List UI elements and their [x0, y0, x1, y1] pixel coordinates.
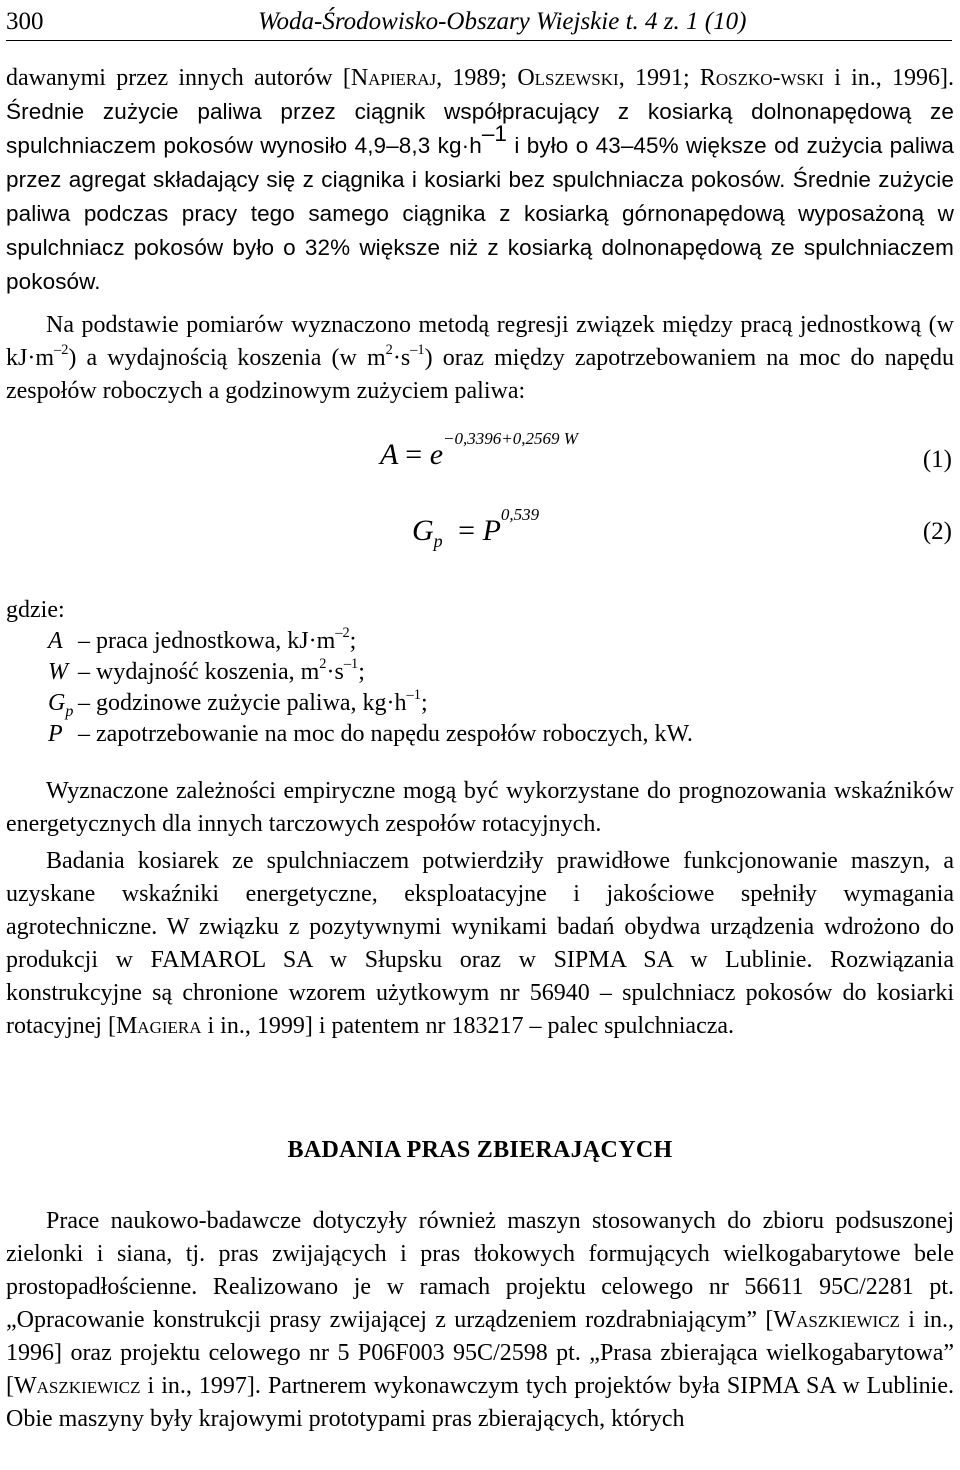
text: i in., 1996] oraz projektu celowego nr 5 P06F003 95C/2598 pt. „Prasa zbierająca wielkogabarytowa” [	[6, 1307, 954, 1399]
superscript: –1	[410, 341, 425, 358]
citation-author: Olszewski	[517, 65, 619, 91]
eq-sign: =	[405, 438, 423, 471]
text: dawanymi przez innych autorów [	[6, 65, 351, 91]
superscript: –2	[335, 624, 350, 641]
paragraph-mower-results	[6, 845, 954, 1043]
eq-sign: =	[458, 514, 476, 547]
definition-text	[48, 657, 946, 688]
symbol-subscript: p	[65, 702, 74, 720]
text: i było o 43–45% większe od zużycia paliwa przez agregat składający się z ciągnika i kosiarki bez spulchniacza pokosów. Średnie zużycie paliwa podczas pracy tego samego ciągnika z kosiarką górnonapędową wyposażoną w spulchniacz pokosów było o 32% większe niż z kosiarką dolnonapędową ze spulchniaczem pokosów.	[6, 133, 954, 294]
superscript: 2	[319, 655, 327, 672]
citation-author: Magiera	[115, 1013, 202, 1039]
citation-author: Roszko-wski	[699, 65, 824, 91]
symbol: A	[48, 628, 63, 654]
text: – godzinowe zużycie paliwa, kg·h	[78, 690, 407, 716]
superscript: 2	[385, 341, 393, 358]
definition-item	[6, 657, 946, 688]
citation-author: Napieraj	[350, 65, 437, 91]
citation-author: Waszkiewicz	[773, 1307, 900, 1333]
text: Średnie zużycie paliwa przez ciągnik współpracujący z kosiarką dolnonapędową ze spulchniaczem pokosów wynosiło 4,9–8,3 kg·h	[6, 99, 954, 158]
text: i in., 1997]. Partnerem wykonawczym tych projektów była SIPMA SA w Lublinie. Obie maszyny były krajowymi prototypami pras zbierających, których	[6, 1373, 954, 1432]
text: , 1989;	[436, 65, 518, 91]
superscript: –1	[343, 655, 359, 672]
running-header	[6, 4, 950, 40]
eq-subscript: p	[433, 531, 443, 551]
text: , 1991;	[618, 65, 700, 91]
text: ) oraz między zapotrzebowaniem na moc do napędu zespołów roboczych a godzinowym zużyciem paliwa:	[6, 345, 954, 404]
superscript: –2	[54, 341, 69, 358]
eq-lhs: G	[412, 514, 434, 547]
header-rule	[6, 40, 952, 41]
equation-2-number: (2)	[922, 518, 952, 545]
text: ·s	[326, 659, 344, 685]
symbol: P	[48, 721, 63, 747]
definition-text	[48, 719, 946, 750]
text: Na podstawie pomiarów wyznaczono metodą regresji związek między pracą jednostkową (w kJ·m	[6, 312, 954, 371]
paragraph-fuel-consumption	[6, 62, 954, 299]
text: Badania kosiarek ze spulchniaczem potwierdziły prawidłowe funkcjonowanie maszyn, a uzyskane wskaźniki energetyczne, eksploatacyjne i jakościowe spełniły wymagania agrotechniczne. W związku z pozytywnymi wynikami badań obydwa urządzenia wdrożono do produkcji w FAMAROL SA w Słupsku oraz w SIPMA SA w Lublinie. Rozwiązania konstrukcyjne są chronione wzorem użytkowym nr 56940 – spulchniacz pokosów do kosiarki rotacyjnej [	[6, 848, 954, 1039]
text: – wydajność koszenia, m	[78, 659, 320, 685]
superscript: –1	[406, 686, 421, 703]
equation-1	[380, 429, 578, 472]
text: – praca jednostkowa, kJ·m	[78, 628, 336, 654]
definition-text	[48, 626, 946, 657]
text: ) a wydajnością koszenia (w m	[68, 345, 386, 371]
eq-lhs: A	[380, 438, 398, 471]
text: ;	[358, 659, 365, 685]
paragraph-balers	[6, 1205, 954, 1436]
symbol-definitions	[6, 595, 946, 750]
text: ;	[349, 628, 357, 654]
definition-item	[6, 626, 946, 657]
symbol: W	[48, 659, 68, 685]
definition-text	[48, 688, 946, 719]
paragraph-regression	[6, 309, 954, 408]
equation-2	[412, 505, 540, 551]
symbol-letter: G	[48, 690, 66, 716]
eq-base: P	[482, 514, 501, 547]
section-heading: BADANIA PRAS ZBIERAJĄCYCH	[287, 1137, 673, 1163]
citation-author: Waszkiewicz	[14, 1373, 141, 1399]
text: i in., 1996].	[823, 65, 954, 91]
superscript: –1	[481, 120, 508, 146]
text: – zapotrzebowanie na moc do napędu zespołów roboczych, kW.	[78, 721, 693, 747]
equation-1-number: (1)	[922, 446, 952, 473]
text: Prace naukowo-badawcze dotyczyły również maszyn stosowanych do zbioru podsuszonej zielonki i siana, tj. pras zwijających i pras tłokowych formujących wielkogabarytowe bele prostopadłościenne. Realizowano je w ramach projektu celowego nr 56611 95C/2281 pt. „Opracowanie konstrukcji prasy zwijającej z urządzeniem rozdrabniającym” [	[6, 1208, 954, 1333]
definitions-label: gdzie:	[6, 597, 65, 623]
page-number: 300	[6, 8, 44, 35]
eq-exponent: −0,3396+0,2569 W	[443, 429, 578, 448]
definition-item	[6, 719, 946, 750]
eq-base: e	[429, 438, 444, 471]
text: ·s	[392, 345, 411, 371]
paragraph-empirical: Wyznaczone zależności empiryczne mogą być wykorzystane do prognozowania wskaźników energetycznych dla innych tarczowych zespołów rotacyjnych.	[6, 778, 954, 837]
eq-exponent: 0,539	[500, 505, 540, 524]
text: i in., 1999] i patentem nr 183217 – palec spulchniacza.	[201, 1013, 735, 1039]
journal-title: Woda-Środowisko-Obszary Wiejskie t. 4 z. 1 (10)	[258, 8, 747, 35]
symbol	[48, 688, 73, 719]
text: ;	[420, 690, 428, 716]
definition-item	[6, 688, 946, 719]
